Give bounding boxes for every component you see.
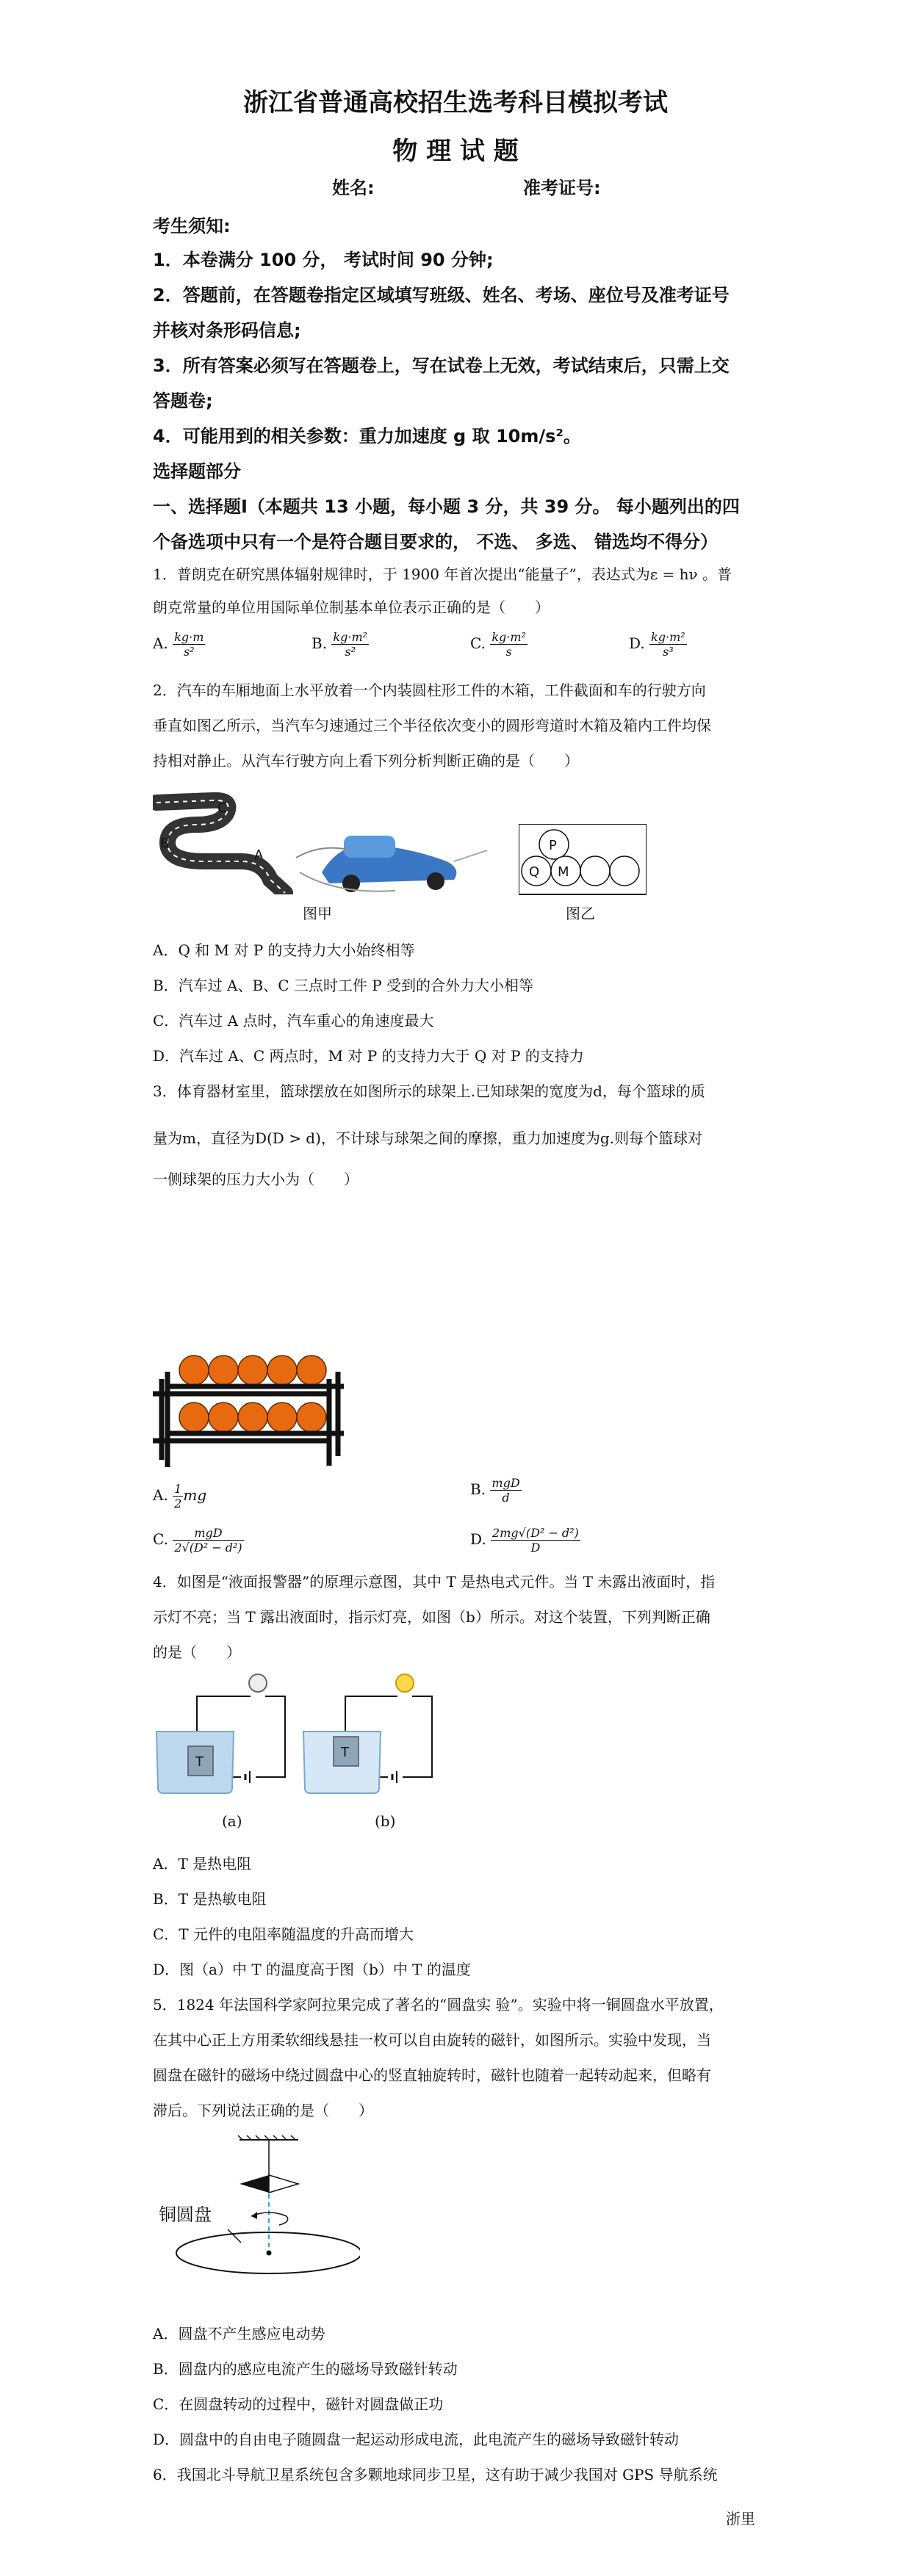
- question-text: 一侧球架的压力大小为（ ）: [153, 1171, 359, 1188]
- option: B．汽车过 A、B、C 三点时工件 P 受到的合外力大小相等: [153, 977, 534, 994]
- question-text: 6．我国北斗导航卫星系统包含多颗地球同步卫星，这有助于减少我国对 GPS 导航系统: [153, 2466, 718, 2483]
- disk-label: 铜圆盘: [159, 2204, 212, 2225]
- element-t-label: T: [195, 1754, 204, 1770]
- option: C．汽车过 A 点时，汽车重心的角速度最大: [153, 1012, 434, 1030]
- q1-option-c: C. $\frac{\text{kg·m²}}{s}$: [470, 630, 526, 659]
- circuit-b: [303, 1674, 432, 1793]
- id-label: 准考证号:: [523, 178, 601, 198]
- q3-option-a: A. $\frac{1}{2}$ mg: [153, 1482, 207, 1510]
- subject-title: 物 理 试 题: [392, 137, 519, 166]
- option: D．圆盘中的自由电子随圆盘一起运动形成电流，此电流产生的磁场导致磁针转动: [153, 2431, 680, 2448]
- question-text: 圆盘在磁针的磁场中绕过圆盘中心的竖直轴旋转时，磁针也随着一起转动起来，但略有: [153, 2066, 711, 2084]
- figure-caption-left: 图甲: [303, 905, 332, 922]
- q1-option-d: D. $\frac{\text{kg·m²}}{\text{s³}}$: [629, 630, 685, 659]
- bulb-off-icon: [249, 1674, 267, 1692]
- question-text: 量为m，直径为D(D > d)，不计球与球架之间的摩擦，重力加速度为g.则每个篮球对: [153, 1129, 703, 1147]
- notice-item: 并核对条形码信息;: [153, 320, 301, 341]
- box-figure: [519, 824, 647, 897]
- q1-option-a: A. $\frac{kg\cdot m}{\text{s²}}$: [153, 630, 204, 659]
- question-text: 4．如图是“液面报警器”的原理示意图，其中 T 是热电式元件。当 T 未露出液面时，指: [153, 1573, 716, 1591]
- exam-title: 浙江省普通高校招生选考科目模拟考试: [243, 88, 668, 117]
- option: C．T 元件的电阻率随温度的升高而增大: [153, 1925, 414, 1943]
- option: A．圆盘不产生感应电动势: [153, 2325, 325, 2342]
- section-heading: 一、选择题Ⅰ（本题共 13 小题，每小题 3 分，共 39 分。 每小题列出的四: [153, 496, 740, 517]
- question-text: 在其中心正上方用柔软细线悬挂一枚可以自由旋转的磁针，如图所示。实验中发现，当: [153, 2031, 711, 2049]
- cyl-label-p: P: [549, 838, 557, 853]
- option: D．图（a）中 T 的温度高于图（b）中 T 的温度: [153, 1961, 471, 1978]
- element-t-label: T: [341, 1745, 349, 1760]
- cyl-label-q: Q: [529, 864, 540, 880]
- notice-item: 答题卷;: [153, 391, 213, 411]
- cyl-label-m: M: [558, 864, 569, 880]
- name-label: 姓名:: [332, 178, 375, 198]
- q3-option-b: B. $\frac{\text{mgD}}{d}$: [470, 1476, 520, 1505]
- figure-label-a: (a): [222, 1812, 242, 1830]
- figure-caption-right: 图乙: [566, 905, 595, 922]
- option: A．T 是热电阻: [153, 1855, 252, 1873]
- question-text: 1．普朗克在研究黑体辐射规律时，于 1900 年首次提出“能量子”，表达式为ε = hν 。普: [153, 565, 732, 583]
- question-text: 的是（ ）: [153, 1643, 241, 1661]
- option: C．在圆盘转动的过程中，磁针对圆盘做正功: [153, 2395, 444, 2413]
- q1-option-b: B. $\frac{\text{kg·m²}}{\text{s²}}$: [312, 630, 368, 659]
- circuit-a: [156, 1674, 285, 1793]
- notice-heading: 考生须知:: [153, 216, 231, 236]
- liquid-alarm-figure: [153, 1667, 447, 1806]
- part-label: 选择题部分: [153, 461, 241, 482]
- question-text: 2．汽车的车厢地面上水平放着一个内装圆柱形工件的木箱，工件截面和车的行驶方向: [153, 681, 706, 699]
- option: D．汽车过 A、C 两点时，M 对 P 的支持力大于 Q 对 P 的支持力: [153, 1047, 584, 1065]
- magnet-needle-dark: [240, 2175, 269, 2193]
- question-text: 示灯不亮；当 T 露出液面时，指示灯亮，如图（b）所示。对这个装置，下列判断正确: [153, 1608, 710, 1626]
- q3-option-c: C. $\frac{\text{mgD}}{\text{2√(D² − d²)}}$: [153, 1526, 242, 1555]
- q3-option-d: D. $\frac{\text{2mg√(D² − d²)}}{D}$: [470, 1526, 579, 1555]
- bulb-on-icon: [396, 1674, 414, 1692]
- notice-item: 4．可能用到的相关参数：重力加速度 g 取 10m/s²。: [153, 426, 581, 446]
- notice-item: 3．所有答案必须写在答题卷上，写在试卷上无效，考试结束后，只需上交: [153, 355, 730, 376]
- question-text: 持相对静止。从汽车行驶方向上看下列分析判断正确的是（ ）: [153, 752, 579, 770]
- notice-item: 1．本卷满分 100 分， 考试时间 90 分钟;: [153, 250, 494, 270]
- notice-item: 2．答题前，在答题卷指定区域填写班级、姓名、考场、座位号及准考证号: [153, 285, 730, 305]
- option: B．T 是热敏电阻: [153, 1890, 267, 1908]
- magnet-needle-light: [269, 2175, 298, 2193]
- road-figure: [153, 792, 491, 894]
- question-text: 朗克常量的单位用国际单位制基本单位表示正确的是（ ）: [153, 598, 550, 616]
- figure-label-b: (b): [375, 1812, 396, 1830]
- road-label-a: A: [254, 847, 264, 863]
- ball-rack-figure: [153, 1350, 359, 1467]
- footer-mark: 浙里: [726, 2510, 755, 2528]
- road-label-c: C: [217, 800, 227, 816]
- option: A．Q 和 M 对 P 的支持力大小始终相等: [153, 941, 415, 959]
- road-label-b: B: [160, 836, 170, 851]
- question-text: 3．体育器材室里，篮球摆放在如图所示的球架上.已知球架的宽度为d，每个篮球的质: [153, 1082, 705, 1100]
- section-heading: 个备选项中只有一个是符合题目要求的， 不选、 多选、 错选均不得分）: [153, 532, 719, 552]
- question-text: 5．1824 年法国科学家阿拉果完成了著名的“圆盘实 验”。实验中将一铜圆盘水平放置，: [153, 1996, 724, 2014]
- question-text: 垂直如图乙所示，当汽车匀速通过三个半径依次变小的圆形弯道时木箱及箱内工件均保: [153, 717, 711, 734]
- option: B．圆盘内的感应电流产生的磁场导致磁针转动: [153, 2360, 458, 2378]
- question-text: 滞后。下列说法正确的是（ ）: [153, 2102, 373, 2119]
